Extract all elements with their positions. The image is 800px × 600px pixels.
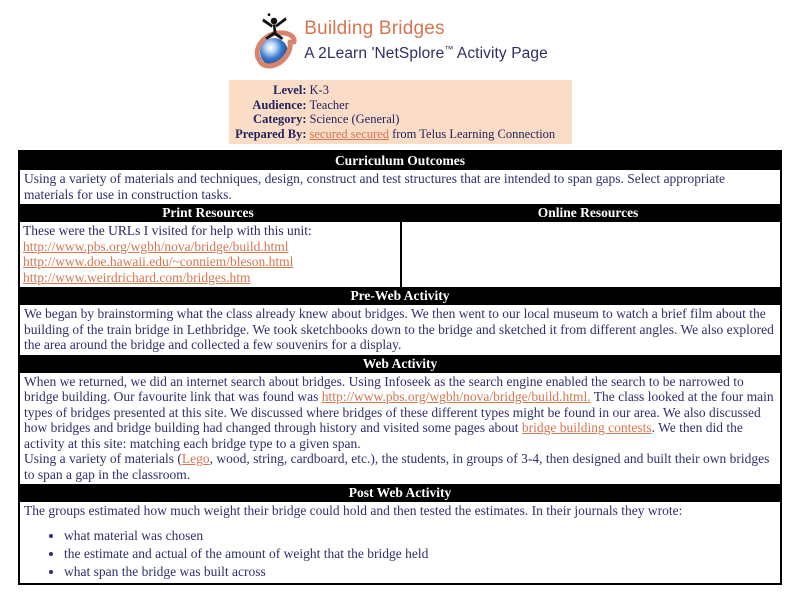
trademark-symbol: ™ bbox=[444, 44, 454, 54]
section-header-curriculum-outcomes: Curriculum Outcomes bbox=[20, 152, 780, 170]
prepared-by-label: Prepared By: bbox=[235, 126, 307, 141]
web-activity-link-pbs[interactable]: http://www.pbs.org/wgbh/nova/bridge/build.html. bbox=[321, 389, 591, 404]
section-header-print-resources: Print Resources bbox=[20, 204, 396, 222]
web-activity-paragraph-2 bbox=[24, 451, 776, 482]
header-inner bbox=[252, 12, 548, 70]
resources-header-row bbox=[20, 204, 780, 222]
subtitle-text-after: Activity Page bbox=[453, 45, 548, 63]
metadata-block-wrapper bbox=[0, 80, 800, 144]
list-item: • what span the bridge was built across bbox=[64, 563, 776, 581]
activity-table bbox=[18, 150, 782, 585]
category-label: Category: bbox=[253, 112, 307, 126]
metadata-row-level bbox=[229, 83, 572, 98]
print-resource-url-3[interactable]: http://www.weirdrichard.com/bridges.htm bbox=[23, 269, 251, 285]
post-web-bullet-list bbox=[24, 527, 776, 581]
section-header-post-web-activity: Post Web Activity bbox=[20, 484, 780, 502]
print-resource-url-2[interactable]: http://www.doe.hawaii.edu/~conniem/bleson.html bbox=[23, 254, 294, 269]
metadata-row-category bbox=[229, 112, 572, 127]
prepared-by-suffix: from Telus Learning Connection bbox=[388, 126, 556, 141]
list-item: • what material was chosen bbox=[64, 527, 776, 545]
list-item: • the estimate and actual of the amount of weight that the bridge held bbox=[64, 545, 776, 563]
prepared-by-link[interactable]: secured secured bbox=[309, 126, 389, 141]
web-text-1: When we returned, we did an internet search about bridges. Using Infoseek as the search engine enabled the search to be narrowed to bridge building. Our favourite link that was found was bbox=[24, 373, 744, 404]
section-header-pre-web-activity: Pre-Web Activity bbox=[20, 287, 780, 305]
web-text-2: The class looked at the four main types of bridges presented at this site. We discussed where bridges of these different types might be found in our area. We also discussed how bridges and bridge building had changed through history and visited some pages about bbox=[24, 389, 774, 435]
print-resources-intro: These were the URLs I visited for help with this unit: bbox=[23, 223, 312, 238]
print-resources-cell bbox=[20, 222, 400, 287]
section-body-post-web-activity bbox=[20, 502, 780, 583]
category-value: Science (General) bbox=[309, 112, 400, 126]
prepared-by-value bbox=[310, 127, 556, 142]
post-web-intro: The groups estimated how much weight their bridge could hold and then tested the estimates. In their journals they wrote: bbox=[24, 503, 683, 518]
audience-label: Audience: bbox=[252, 97, 307, 112]
header-titles bbox=[304, 12, 548, 64]
page-header bbox=[0, 0, 800, 70]
page-title: Building Bridges bbox=[304, 18, 445, 39]
level-label: Level: bbox=[273, 83, 307, 97]
metadata-row-audience bbox=[229, 98, 572, 113]
print-resource-url-1[interactable]: http://www.pbs.org/wgbh/nova/bridge/build.html bbox=[23, 238, 289, 254]
resources-cells-row bbox=[20, 222, 780, 287]
web-text-3: . We then did the activity at this site: matching each bridge type to a given span. bbox=[24, 420, 743, 451]
web-text-5: , wood, string, cardboard, etc.), the students, in groups of 3-4, then designed and built their own bridges to span a gap in the classroom. bbox=[24, 451, 770, 482]
metadata-block bbox=[229, 80, 572, 144]
section-body-curriculum-outcomes: Using a variety of materials and techniques, design, construct and test structures that are intended to span gaps. Select appropriate materials for use in construction tasks. bbox=[20, 170, 780, 204]
section-header-online-resources: Online Resources bbox=[396, 204, 780, 222]
metadata-row-prepared-by bbox=[229, 127, 572, 142]
web-activity-link-lego[interactable]: Lego bbox=[181, 451, 210, 466]
section-body-web-activity bbox=[20, 373, 780, 485]
audience-value: Teacher bbox=[309, 97, 349, 112]
subtitle-text: A 2Learn 'NetSplore bbox=[304, 45, 445, 63]
section-header-web-activity: Web Activity bbox=[20, 355, 780, 373]
section-body-pre-web-activity: We began by brainstorming what the class already knew about bridges. We then went to our local museum to watch a brief film about the building of the train bridge in Lethbridge. We took sketchbooks down to the bridge and sketched it from different angles. We also explored the area around the bridge and collected a few souvenirs for a display. bbox=[20, 305, 780, 355]
web-text-4: Using a variety of materials ( bbox=[24, 451, 182, 466]
page-subtitle bbox=[304, 39, 548, 64]
web-activity-paragraph-1 bbox=[24, 374, 776, 452]
web-activity-link-bridge-building-contests[interactable]: bridge building contests bbox=[521, 420, 652, 435]
online-resources-cell bbox=[402, 222, 780, 287]
2learn-netsplore-logo-icon bbox=[252, 12, 298, 70]
level-value: K-3 bbox=[309, 83, 329, 97]
